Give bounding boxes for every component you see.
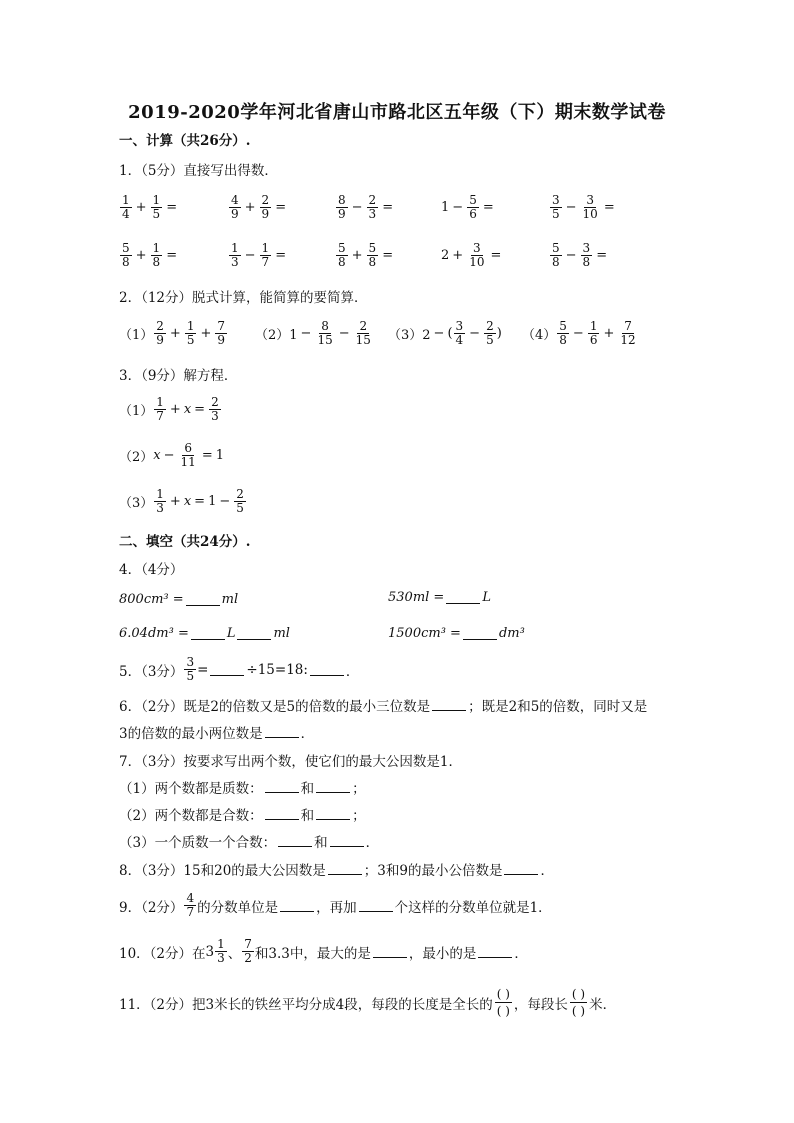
q4-item-4-label: 1500cm³ = <box>388 626 461 641</box>
answer-blank[interactable] <box>186 593 220 606</box>
q2-expr-4: （4） 5 8 − $\frac{1}{6}$ + $\frac{7}{12}$ <box>522 319 636 347</box>
semicolon: ； <box>352 781 366 797</box>
expr-4: 1 − $\frac{5}{6}$ = <box>441 193 494 221</box>
expr-3: 8 9 − $\frac{2}{3}$ = <box>338 193 394 221</box>
question-8-text-b: ；3和9的最小公倍数是 <box>363 863 503 879</box>
question-11-text-a: 11．（2分）把3米长的铁丝平均分成4段，每段的长度是全长的 <box>119 996 493 1013</box>
question-2: 2．（12分）脱式计算，能简算的要简算． <box>119 290 368 306</box>
equals-sign: = <box>197 661 209 678</box>
and-text: 和 <box>314 835 328 851</box>
expr-5: 3 5 − $\frac{3}{10}$ = <box>552 193 615 221</box>
expr-6: 5 8 + $\frac{1}{8}$ = <box>122 241 178 269</box>
semicolon: ； <box>352 808 366 824</box>
answer-fraction[interactable]: ( ) ( ) <box>571 987 586 1018</box>
answer-blank[interactable] <box>316 780 350 793</box>
q4-item-2-label: 530ml = <box>388 590 445 605</box>
period: ． <box>514 945 528 962</box>
unit-ml: ml <box>273 626 290 641</box>
question-10: 10．（2分）在 3 1 3 、 7 2 和3.3中，最大的是 ，最小的是 ． <box>119 937 528 965</box>
question-9-label: 9．（2分） <box>119 899 184 916</box>
question-7-3 <box>119 834 379 852</box>
answer-blank[interactable] <box>265 780 299 793</box>
expr-7: 1 3 − $\frac{1}{7}$ = <box>231 241 287 269</box>
q7-2-label: （2）两个数都是合数： <box>119 808 263 824</box>
unit-dm3: dm³ <box>498 626 525 641</box>
answer-blank[interactable] <box>504 862 538 875</box>
answer-blank[interactable] <box>210 663 244 676</box>
question-8-text-a: 8．（3分）15和20的最大公因数是 <box>119 863 326 879</box>
and-text: 和 <box>300 781 315 797</box>
section-1-heading: 一、计算（共26分）. <box>119 133 251 149</box>
question-7: 7．（3分）按要求写出两个数，使它们的最大公因数是1． <box>119 754 463 770</box>
q4-item-4 <box>388 626 525 641</box>
unit-l: L <box>226 626 236 641</box>
expr-2: 4 9 + $\frac{2}{9}$ = <box>231 193 287 221</box>
answer-blank[interactable] <box>278 834 312 847</box>
expr-1: 1 4 + $\frac{1}{5}$ = <box>122 193 178 221</box>
question-6-line-2 <box>119 725 314 743</box>
question-4: 4．（4分） <box>119 562 184 578</box>
answer-blank[interactable] <box>237 627 271 640</box>
expr-10: 5 8 − $\frac{3}{8}$ = <box>552 241 608 269</box>
answer-blank[interactable] <box>191 627 225 640</box>
answer-blank[interactable] <box>478 945 512 958</box>
answer-fraction[interactable]: ( ) ( ) <box>496 987 510 1018</box>
q7-1-label: （1）两个数都是质数： <box>119 781 263 797</box>
answer-blank[interactable] <box>280 899 314 912</box>
answer-blank[interactable] <box>432 698 466 711</box>
question-10-label: 10．（2分）在 <box>119 945 206 962</box>
question-6-line-1 <box>119 698 647 716</box>
question-7-1 <box>119 780 366 798</box>
q2-expr-3: （3）2 − ( 3 4 − $\frac{2}{5}$ ) <box>388 319 502 347</box>
question-5-label: 5．（3分） <box>119 663 184 680</box>
section-2-heading: 二、填空（共24分）. <box>119 534 251 550</box>
question-3: 3．（9分）解方程． <box>119 368 238 384</box>
question-6-text-b: ；既是2和5的倍数，同时又是 <box>468 699 648 715</box>
question-10-text-d: ，最小的是 <box>408 945 477 962</box>
unit-l: L <box>482 590 491 605</box>
answer-blank[interactable] <box>265 725 299 738</box>
answer-blank[interactable] <box>446 591 480 604</box>
expr-8: 5 8 + $\frac{5}{8}$ = <box>338 241 394 269</box>
question-6-text-c: 3的倍数的最小两位数是 <box>119 726 263 742</box>
question-1: 1．（5分）直接写出得数． <box>119 163 278 179</box>
unit-ml: ml <box>221 592 239 607</box>
and-text: 和 <box>300 808 315 824</box>
question-7-2 <box>119 807 366 825</box>
question-11 <box>119 986 616 1019</box>
question-9-text-d: 个这样的分数单位就是1． <box>394 899 552 916</box>
answer-blank[interactable] <box>463 627 497 640</box>
q4-item-1 <box>119 592 238 607</box>
expr-9: 2 + $\frac{3}{10}$ = <box>441 241 502 269</box>
question-9-text-b: 的分数单位是 <box>197 899 279 916</box>
period: ． <box>300 726 315 742</box>
q4-item-3-label: 6.04dm³ = <box>119 626 189 641</box>
question-11-text-c: 米． <box>589 996 617 1013</box>
q2-expr-1: （1） 2 9 + $\frac{1}{5}$ + $\frac{7}{9}$ <box>119 319 226 347</box>
q3-eq-1: （1） 1 7 + x = $\frac{2}{3}$ <box>119 395 219 423</box>
period: ． <box>365 835 380 851</box>
answer-blank[interactable] <box>359 899 393 912</box>
question-5-text: ÷15=18: <box>246 661 308 678</box>
question-11-text-b: ，每段长 <box>513 996 568 1013</box>
period: ． <box>540 863 554 879</box>
answer-blank[interactable] <box>328 862 362 875</box>
q7-3-label: （3）一个质数一个合数： <box>119 835 277 851</box>
answer-blank[interactable] <box>265 807 299 820</box>
q4-item-1-label: 800cm³ = <box>119 592 184 607</box>
question-9: 9．（2分） 4 7 的分数单位是 ，再加 个这样的分数单位就是1． <box>119 891 552 919</box>
question-10-text-c: 和3.3中，最大的是 <box>254 945 371 962</box>
question-5: 5．（3分） $\frac{3}{5}$ = ÷15=18: ． <box>119 655 360 683</box>
q4-item-2 <box>388 590 491 605</box>
separator: 、 <box>227 945 242 962</box>
answer-blank[interactable] <box>310 663 344 676</box>
q3-eq-2: （2） x − $\frac{6}{11}$ = 1 <box>119 441 224 469</box>
q3-eq-3: （3） 1 3 + x = 1 − $\frac{2}{5}$ <box>119 487 244 515</box>
question-9-text-c: ，再加 <box>316 899 357 916</box>
period: ． <box>345 663 360 680</box>
answer-blank[interactable] <box>316 807 350 820</box>
q4-item-3 <box>119 626 290 641</box>
answer-blank[interactable] <box>330 834 364 847</box>
question-8 <box>119 862 554 880</box>
q2-expr-2: （2）1 − $\frac{8}{15}$ − $\frac{2}{15}$ <box>255 319 371 347</box>
answer-blank[interactable] <box>373 945 407 958</box>
question-6-text-a: 6．（2分）既是2的倍数又是5的倍数的最小三位数是 <box>119 699 431 715</box>
page-title: 2019-2020学年河北省唐山市路北区五年级（下）期末数学试卷 <box>128 102 666 123</box>
